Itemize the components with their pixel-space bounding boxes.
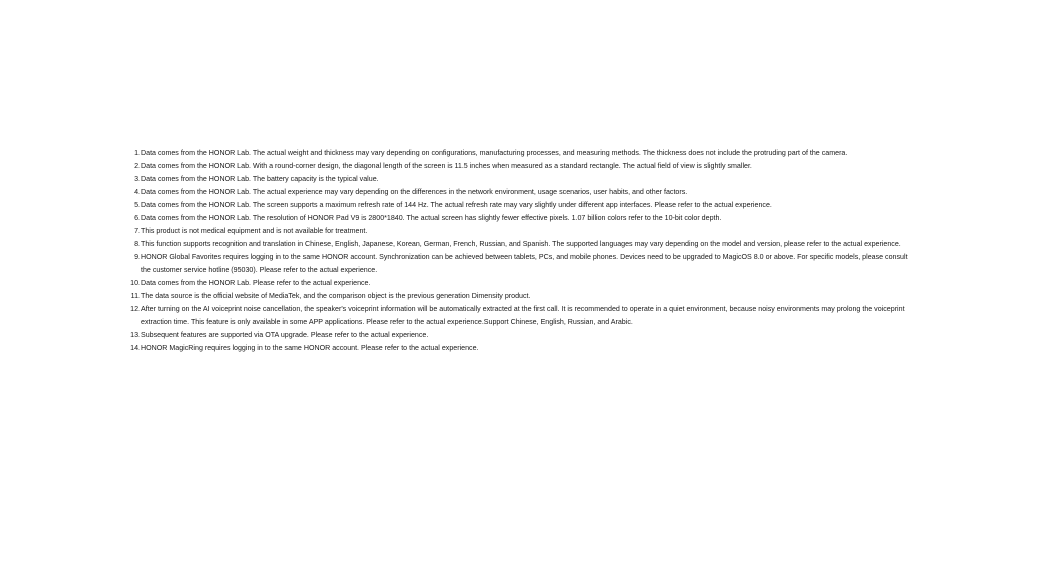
disclaimer-number: 6. <box>134 214 140 222</box>
disclaimer-text: Data comes from the HONOR Lab. The battery capacity is the typical value. <box>141 175 379 183</box>
disclaimer-item-3 <box>127 173 917 186</box>
disclaimer-number: 12. <box>130 305 140 313</box>
disclaimer-item-7 <box>127 225 917 238</box>
disclaimer-text: Data comes from the HONOR Lab. The resolution of HONOR Pad V9 is 2800*1840. The actual screen has slightly fewer effective pixels. 1.07 billion colors refer to the 10-bit color depth. <box>141 214 722 222</box>
disclaimer-text: Subsequent features are supported via OTA upgrade. Please refer to the actual experience. <box>141 331 429 339</box>
disclaimer-number: 13. <box>130 331 140 339</box>
disclaimer-item-2 <box>127 160 917 173</box>
disclaimer-item-11 <box>127 290 917 303</box>
disclaimer-text: Data comes from the HONOR Lab. With a round-corner design, the diagonal length of the screen is 11.5 inches when measured as a standard rectangle. The actual field of view is slightly smaller. <box>141 162 752 170</box>
disclaimer-number: 11. <box>130 292 140 300</box>
disclaimer-number: 1. <box>134 149 140 157</box>
disclaimer-number: 2. <box>134 162 140 170</box>
disclaimer-number: 10. <box>130 279 140 287</box>
disclaimer-item-12 <box>127 303 917 329</box>
disclaimer-number: 5. <box>134 201 140 209</box>
disclaimer-number: 9. <box>134 253 140 261</box>
disclaimer-number: 3. <box>134 175 140 183</box>
disclaimer-item-13 <box>127 329 917 342</box>
disclaimer-item-10 <box>127 277 917 290</box>
disclaimer-item-6 <box>127 212 917 225</box>
disclaimer-item-4 <box>127 186 917 199</box>
disclaimer-number: 8. <box>134 240 140 248</box>
disclaimer-item-9 <box>127 251 917 277</box>
disclaimer-text: Data comes from the HONOR Lab. The actual weight and thickness may vary depending on configurations, manufacturing processes, and measuring methods. The thickness does not include the protruding part of the camera. <box>141 149 848 157</box>
disclaimer-item-14 <box>127 342 917 355</box>
disclaimer-number: 14. <box>130 344 140 352</box>
disclaimer-text: Data comes from the HONOR Lab. Please refer to the actual experience. <box>141 279 371 287</box>
disclaimer-text: Data comes from the HONOR Lab. The actual experience may vary depending on the differences in the network environment, usage scenarios, user habits, and other factors. <box>141 188 688 196</box>
disclaimer-item-1 <box>127 147 917 160</box>
disclaimer-text: HONOR MagicRing requires logging in to the same HONOR account. Please refer to the actual experience. <box>141 344 479 352</box>
disclaimer-list <box>127 147 917 355</box>
disclaimer-item-5 <box>127 199 917 212</box>
disclaimer-text: After turning on the AI voiceprint noise cancellation, the speaker's voiceprint information will be automatically extracted at the first call. It is recommended to operate in a quiet environment, because noisy environments may prolong the voiceprint extraction time. This feature is only available in some APP applications. Please refer to the actual experience.Support Chinese, English, Russian, and Arabic. <box>141 305 905 326</box>
disclaimer-text: The data source is the official website of MediaTek, and the comparison object is the previous generation Dimensity product. <box>141 292 531 300</box>
disclaimer-number: 7. <box>134 227 140 235</box>
disclaimer-item-8 <box>127 238 917 251</box>
disclaimer-text: This function supports recognition and translation in Chinese, English, Japanese, Korean, German, French, Russian, and Spanish. The supported languages may vary depending on the model and version, please refer to the actual experience. <box>141 240 901 248</box>
disclaimer-text: HONOR Global Favorites requires logging in to the same HONOR account. Synchronization can be achieved between tablets, PCs, and mobile phones. Devices need to be upgraded to MagicOS 8.0 or above. For specific models, please consult the customer service hotline (95030). Please refer to the actual experience. <box>141 253 908 274</box>
disclaimer-text: This product is not medical equipment and is not available for treatment. <box>141 227 368 235</box>
disclaimer-text: Data comes from the HONOR Lab. The screen supports a maximum refresh rate of 144 Hz. The actual refresh rate may vary slightly under different app interfaces. Please refer to the actual experience. <box>141 201 772 209</box>
disclaimer-number: 4. <box>134 188 140 196</box>
